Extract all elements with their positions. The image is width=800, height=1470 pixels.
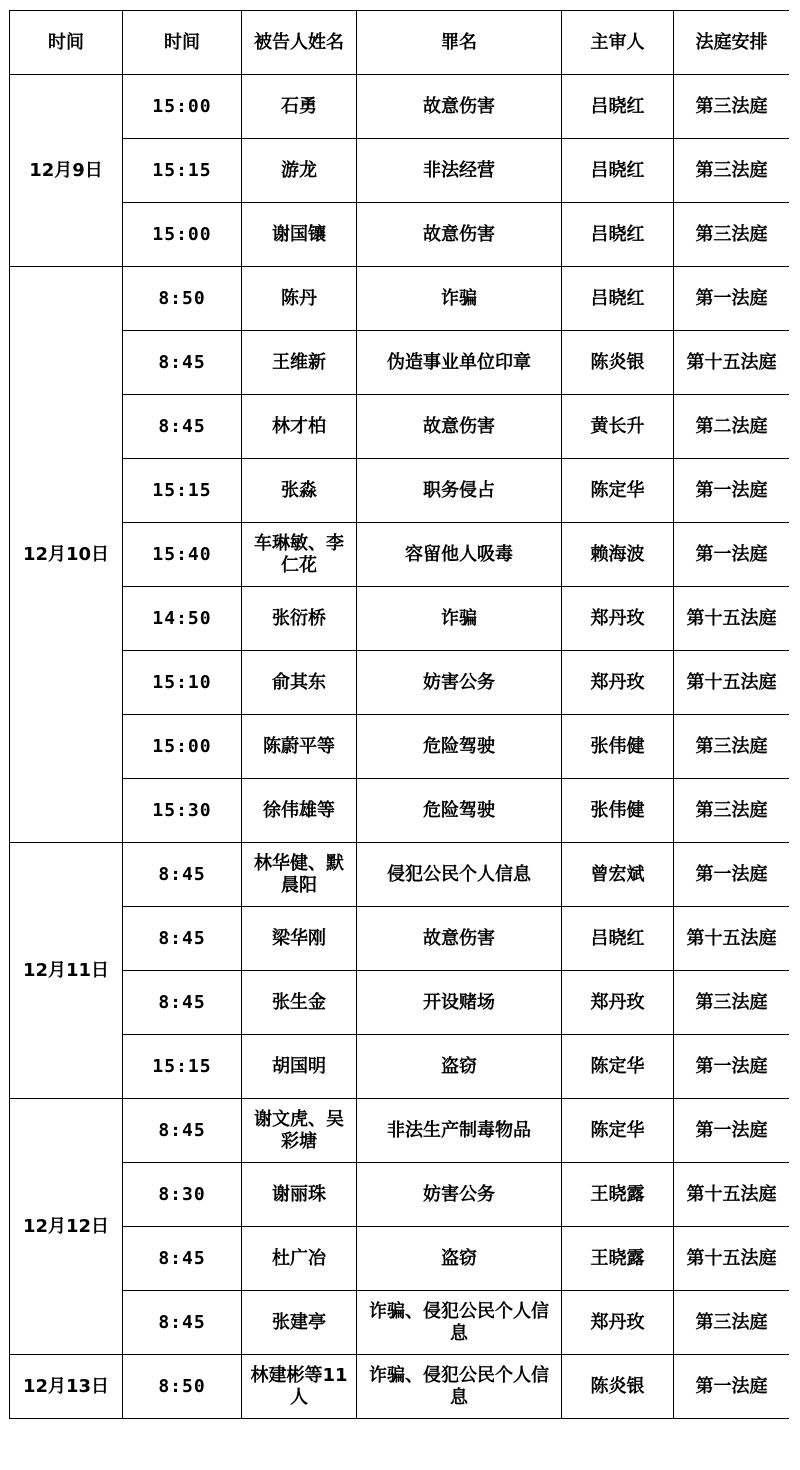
- cell-time: 15:00: [123, 203, 242, 267]
- cell-defendant: 谢国镶: [242, 203, 357, 267]
- cell-charge: 诈骗、侵犯公民个人信息: [357, 1355, 562, 1419]
- cell-time: 8:45: [123, 1099, 242, 1163]
- cell-defendant: 梁华刚: [242, 907, 357, 971]
- cell-time: 15:15: [123, 1035, 242, 1099]
- cell-court: 第一法庭: [674, 267, 790, 331]
- cell-defendant: 王维新: [242, 331, 357, 395]
- cell-court: 第三法庭: [674, 139, 790, 203]
- table-row: [10, 1227, 790, 1291]
- cell-time: 8:45: [123, 1291, 242, 1355]
- cell-court: 第十五法庭: [674, 907, 790, 971]
- cell-charge: 侵犯公民个人信息: [357, 843, 562, 907]
- header-charge: 罪名: [357, 11, 562, 75]
- cell-time: 15:40: [123, 523, 242, 587]
- cell-date: 12月13日: [10, 1355, 123, 1419]
- cell-court: 第三法庭: [674, 75, 790, 139]
- table-row: [10, 139, 790, 203]
- cell-judge: 郑丹玫: [562, 651, 674, 715]
- cell-charge: 盗窃: [357, 1227, 562, 1291]
- cell-time: 8:45: [123, 971, 242, 1035]
- cell-judge: 陈炎银: [562, 1355, 674, 1419]
- cell-defendant: 陈蔚平等: [242, 715, 357, 779]
- cell-defendant: 张建亭: [242, 1291, 357, 1355]
- table-row: [10, 331, 790, 395]
- cell-judge: 郑丹玫: [562, 587, 674, 651]
- cell-defendant: 俞其东: [242, 651, 357, 715]
- cell-judge: 吕晓红: [562, 203, 674, 267]
- cell-time: 8:45: [123, 395, 242, 459]
- cell-charge: 开设赌场: [357, 971, 562, 1035]
- cell-judge: 吕晓红: [562, 267, 674, 331]
- cell-charge: 故意伤害: [357, 75, 562, 139]
- cell-time: 15:00: [123, 715, 242, 779]
- cell-court: 第一法庭: [674, 459, 790, 523]
- cell-charge: 诈骗、侵犯公民个人信息: [357, 1291, 562, 1355]
- cell-charge: 诈骗: [357, 587, 562, 651]
- table-row: [10, 779, 790, 843]
- cell-court: 第一法庭: [674, 1035, 790, 1099]
- cell-court: 第三法庭: [674, 971, 790, 1035]
- cell-defendant: 张衍桥: [242, 587, 357, 651]
- table-row: [10, 651, 790, 715]
- hearing-schedule-table: [9, 10, 789, 1419]
- table-row: [10, 1163, 790, 1227]
- cell-judge: 张伟健: [562, 715, 674, 779]
- cell-time: 15:00: [123, 75, 242, 139]
- cell-court: 第一法庭: [674, 1099, 790, 1163]
- table-row: [10, 75, 790, 139]
- cell-time: 15:15: [123, 459, 242, 523]
- cell-charge: 故意伤害: [357, 203, 562, 267]
- cell-judge: 张伟健: [562, 779, 674, 843]
- table-row: [10, 971, 790, 1035]
- cell-defendant: 车琳敏、李仁花: [242, 523, 357, 587]
- cell-charge: 危险驾驶: [357, 715, 562, 779]
- cell-time: 8:45: [123, 1227, 242, 1291]
- cell-defendant: 杜广冶: [242, 1227, 357, 1291]
- cell-charge: 危险驾驶: [357, 779, 562, 843]
- cell-time: 14:50: [123, 587, 242, 651]
- table-row: [10, 203, 790, 267]
- cell-defendant: 林才柏: [242, 395, 357, 459]
- cell-judge: 吕晓红: [562, 139, 674, 203]
- cell-date: 12月10日: [10, 267, 123, 843]
- cell-defendant: 石勇: [242, 75, 357, 139]
- cell-time: 8:30: [123, 1163, 242, 1227]
- cell-time: 8:45: [123, 843, 242, 907]
- cell-court: 第十五法庭: [674, 651, 790, 715]
- cell-defendant: 游龙: [242, 139, 357, 203]
- cell-judge: 赖海波: [562, 523, 674, 587]
- cell-date: 12月9日: [10, 75, 123, 267]
- cell-time: 15:30: [123, 779, 242, 843]
- cell-defendant: 林建彬等11人: [242, 1355, 357, 1419]
- header-date: 时间: [10, 11, 123, 75]
- cell-court: 第一法庭: [674, 1355, 790, 1419]
- cell-judge: 王晓露: [562, 1163, 674, 1227]
- cell-defendant: 谢文虎、吴彩塘: [242, 1099, 357, 1163]
- cell-court: 第三法庭: [674, 779, 790, 843]
- cell-judge: 王晓露: [562, 1227, 674, 1291]
- table-row: [10, 459, 790, 523]
- cell-court: 第十五法庭: [674, 331, 790, 395]
- cell-time: 15:15: [123, 139, 242, 203]
- cell-charge: 妨害公务: [357, 651, 562, 715]
- cell-charge: 妨害公务: [357, 1163, 562, 1227]
- cell-judge: 曾宏斌: [562, 843, 674, 907]
- cell-judge: 陈定华: [562, 459, 674, 523]
- cell-court: 第十五法庭: [674, 587, 790, 651]
- table-row: [10, 843, 790, 907]
- cell-time: 8:50: [123, 267, 242, 331]
- header-judge: 主审人: [562, 11, 674, 75]
- cell-judge: 陈定华: [562, 1035, 674, 1099]
- cell-charge: 故意伤害: [357, 395, 562, 459]
- table-row: [10, 715, 790, 779]
- cell-judge: 陈炎银: [562, 331, 674, 395]
- table-row: [10, 1355, 790, 1419]
- table-row: [10, 1035, 790, 1099]
- cell-court: 第一法庭: [674, 523, 790, 587]
- cell-defendant: 徐伟雄等: [242, 779, 357, 843]
- cell-charge: 诈骗: [357, 267, 562, 331]
- cell-defendant: 谢丽珠: [242, 1163, 357, 1227]
- cell-court: 第十五法庭: [674, 1163, 790, 1227]
- cell-date: 12月12日: [10, 1099, 123, 1355]
- cell-court: 第三法庭: [674, 715, 790, 779]
- cell-charge: 非法生产制毒物品: [357, 1099, 562, 1163]
- cell-defendant: 张淼: [242, 459, 357, 523]
- cell-court: 第三法庭: [674, 1291, 790, 1355]
- cell-defendant: 陈丹: [242, 267, 357, 331]
- cell-court: 第二法庭: [674, 395, 790, 459]
- cell-charge: 故意伤害: [357, 907, 562, 971]
- cell-time: 8:45: [123, 331, 242, 395]
- cell-judge: 黄长升: [562, 395, 674, 459]
- cell-defendant: 林华健、默晨阳: [242, 843, 357, 907]
- header-court: 法庭安排: [674, 11, 790, 75]
- cell-charge: 非法经营: [357, 139, 562, 203]
- table-row: [10, 267, 790, 331]
- cell-court: 第三法庭: [674, 203, 790, 267]
- cell-judge: 郑丹玫: [562, 971, 674, 1035]
- cell-time: 8:45: [123, 907, 242, 971]
- table-row: [10, 1099, 790, 1163]
- table-row: [10, 523, 790, 587]
- cell-judge: 吕晓红: [562, 75, 674, 139]
- cell-judge: 郑丹玫: [562, 1291, 674, 1355]
- cell-time: 15:10: [123, 651, 242, 715]
- cell-charge: 盗窃: [357, 1035, 562, 1099]
- schedule-body: [10, 75, 790, 1419]
- cell-time: 8:50: [123, 1355, 242, 1419]
- cell-court: 第十五法庭: [674, 1227, 790, 1291]
- hearing-schedule-sheet: [9, 10, 789, 1470]
- table-row: [10, 1291, 790, 1355]
- header-row: [10, 11, 790, 75]
- cell-date: 12月11日: [10, 843, 123, 1099]
- cell-defendant: 张生金: [242, 971, 357, 1035]
- header-time: 时间: [123, 11, 242, 75]
- table-row: [10, 395, 790, 459]
- table-row: [10, 587, 790, 651]
- cell-charge: 职务侵占: [357, 459, 562, 523]
- cell-court: 第一法庭: [674, 843, 790, 907]
- cell-charge: 容留他人吸毒: [357, 523, 562, 587]
- cell-judge: 吕晓红: [562, 907, 674, 971]
- table-row: [10, 907, 790, 971]
- cell-judge: 陈定华: [562, 1099, 674, 1163]
- cell-charge: 伪造事业单位印章: [357, 331, 562, 395]
- header-defendant: 被告人姓名: [242, 11, 357, 75]
- cell-defendant: 胡国明: [242, 1035, 357, 1099]
